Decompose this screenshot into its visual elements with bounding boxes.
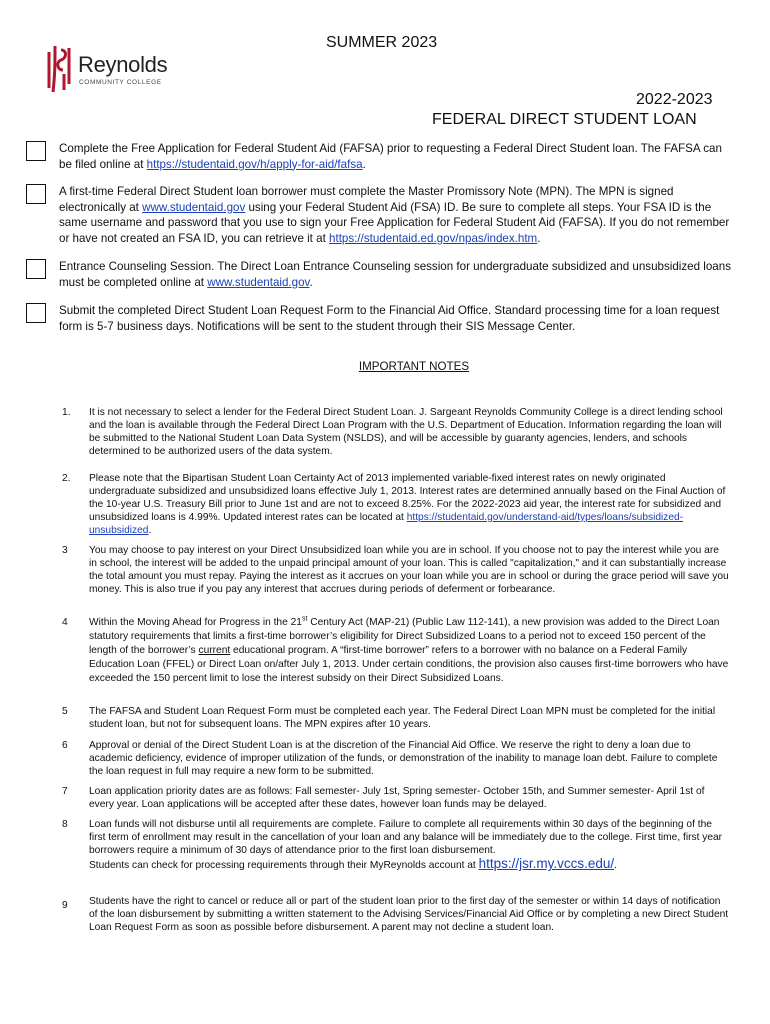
note-text: Please note that the Bipartisan Student Loan Certainty Act of 2013 implemented variable-fixed interest rates on newly originated undergraduate subsidized and unsubsidized loans effective July 1, 2013. Interest rates are determined annually based on the Final Auction of the 10-year U.S. Treasury Bill prior to June 1st and are not to exceed 8.25%. For the 2022-2023 aid year, the interest rate for subsidized and unsubsidized loans is 4.99%. Updated interest rates can be located at https://studentaid.gov/understand-aid/types/loans/subsidized-unsubsidized. xyxy=(89,473,726,536)
year-title: 2022-2023 xyxy=(636,91,713,108)
studentaid-link[interactable]: www.studentaid.gov xyxy=(207,275,310,289)
studentaid-link[interactable]: www.studentaid.gov xyxy=(142,200,246,214)
note-number: 4 xyxy=(62,617,68,628)
note-text: You may choose to pay interest on your Direct Unsubsidized loan while you are in school. If you choose not to pay the interest while you are in school, the interest will be added to the unpaid principal amount of your loan. This is called "capitalization," and it can substantially increase the total amount you must repay. Paying the interest as it accrues on your loan while you are in school or during the grace period will save you money. This is also true if you pay any interest that accrues during periods of deferment or forbearance. xyxy=(89,545,729,595)
counseling-checkbox[interactable] xyxy=(26,259,46,279)
note-number: 9 xyxy=(62,900,68,911)
note-text: Loan application priority dates are as follows: Fall semester- July 1st, Spring semester- October 15th, and Summer semester- April 1st of every year. Loan applications will be accepted after these dates, however loan funds may be delayed. xyxy=(89,786,705,810)
interest-rates-link[interactable]: https://studentaid.gov/understand-aid/types/loans/subsidized-unsubsidized xyxy=(89,512,684,536)
fafsa-link[interactable]: https://studentaid.gov/h/apply-for-aid/fafsa xyxy=(146,157,363,171)
checklist-text: Submit the completed Direct Student Loan Request Form to the Financial Aid Office. Standard processing time for a loan request form is 5-7 business days. Notifications will be sent to the student through their SIS Message Center. xyxy=(59,304,720,333)
note-number: 5 xyxy=(62,706,68,717)
term-title: SUMMER 2023 xyxy=(326,34,438,51)
note-number: 2. xyxy=(62,473,71,484)
note-number: 1. xyxy=(62,407,71,418)
myreynolds-link[interactable]: https://jsr.my.vccs.edu/ xyxy=(478,856,615,871)
note-text: Students have the right to cancel or reduce all or part of the student loan prior to the first day of the semester or within 14 days of notification of the loan disbursement by submitting a written statement to the Advising Services/Financial Aid Office or by completing a new Direct Student Loan Request Form as soon as possible before disbursement. A parent may not decline a student loan. xyxy=(89,896,729,933)
note-number: 6 xyxy=(62,740,68,751)
note-text: Loan funds will not disburse until all requirements are complete. Failure to complete all requirements within 30 days of the beginning of the first term of enrollment may result in the cancellation of your loan and any balance will be immediately due to the college. First time, first year borrowers require a minimum of 30 days of attendance prior to the first loan disbursement. Students can check for processing requirements through their MyReynolds account at https://jsr.my.vccs.edu/. xyxy=(89,819,723,871)
mpn-checkbox[interactable] xyxy=(26,184,46,204)
logo-subtitle: COMMUNITY COLLEGE xyxy=(79,79,162,86)
note-number: 8 xyxy=(62,819,68,830)
request-form-checkbox[interactable] xyxy=(26,303,46,323)
logo-mark-icon xyxy=(44,44,74,94)
note-number: 3 xyxy=(62,545,68,556)
note-text: The FAFSA and Student Loan Request Form must be completed each year. The Federal Direct Loan MPN must be completed for the initial student loan, but not for subsequent loans. The MPN expires after 10 years. xyxy=(89,706,716,730)
note-text: It is not necessary to select a lender for the Federal Direct Student Loan. J. Sargeant Reynolds Community College is a direct lending school and the loan is available through the Federal Direct Loan Program with the U.S. Department of Education. Information regarding the loan will be submitted to the National Student Loan Data System (NSLDS), and will be accessible by guaranty agencies, lenders, and schools determined to be authorized users of the data system. xyxy=(89,407,723,457)
notes-heading: IMPORTANT NOTES xyxy=(358,360,470,373)
note-text: Approval or denial of the Direct Student Loan is at the discretion of the Financial Aid Office. We reserve the right to deny a loan due to academic deficiency, evidence of improper utilization of the funds, or demonstration of the inability to manage loan debt. Failure to complete the loan request in full may require a new form to be submitted. xyxy=(89,740,718,777)
note-text: Within the Moving Ahead for Progress in the 21st Century Act (MAP-21) (Public Law 112-141), a new provision was added to the Direct Loan statutory requirements that limits a first-time borrower’s eligibility for Direct Subsidized Loans to a period not to exceed 150 percent of the length of the borrower’s current educational program. A “first-time borrower” refers to a borrower with no balance on a Federal Family Education Loan (FFEL) or Direct Loan on/after July 1, 2013. Under certain conditions, the provision also causes first-time borrowers who have exceeded the 150 percent limit to lose the interest subsidy on their Direct Subsidized Loans. xyxy=(89,615,729,684)
fsa-id-link[interactable]: https://studentaid.ed.gov/npas/index.htm xyxy=(329,231,538,245)
college-logo xyxy=(44,44,174,96)
fafsa-checkbox[interactable] xyxy=(26,141,46,161)
checklist-text: Entrance Counseling Session. The Direct Loan Entrance Counseling session for undergraduate subsidized and unsubsidized loans must be completed online at www.studentaid.gov. xyxy=(59,260,732,289)
checklist-text: A first-time Federal Direct Student loan borrower must complete the Master Promissory Note (MPN). The MPN is signed electronically at www.studentaid.gov using your Federal Student Aid (FSA) ID. Be sure to complete all steps. Your FSA ID is the same username and password that you use to sign your Free Application for Federal Student Aid (FAFSA). If you do not remember or have not created an FSA ID, you can retrieve it at https://studentaid.ed.gov/npas/index.htm. xyxy=(59,185,730,245)
logo-name: Reynolds xyxy=(78,52,168,77)
page-title: FEDERAL DIRECT STUDENT LOAN xyxy=(432,111,697,128)
checklist-text: Complete the Free Application for Federal Student Aid (FAFSA) prior to requesting a Federal Direct Student loan. The FAFSA can be filed online at https://studentaid.gov/h/apply-for-aid/fafsa. xyxy=(59,142,722,171)
note-number: 7 xyxy=(62,786,68,797)
